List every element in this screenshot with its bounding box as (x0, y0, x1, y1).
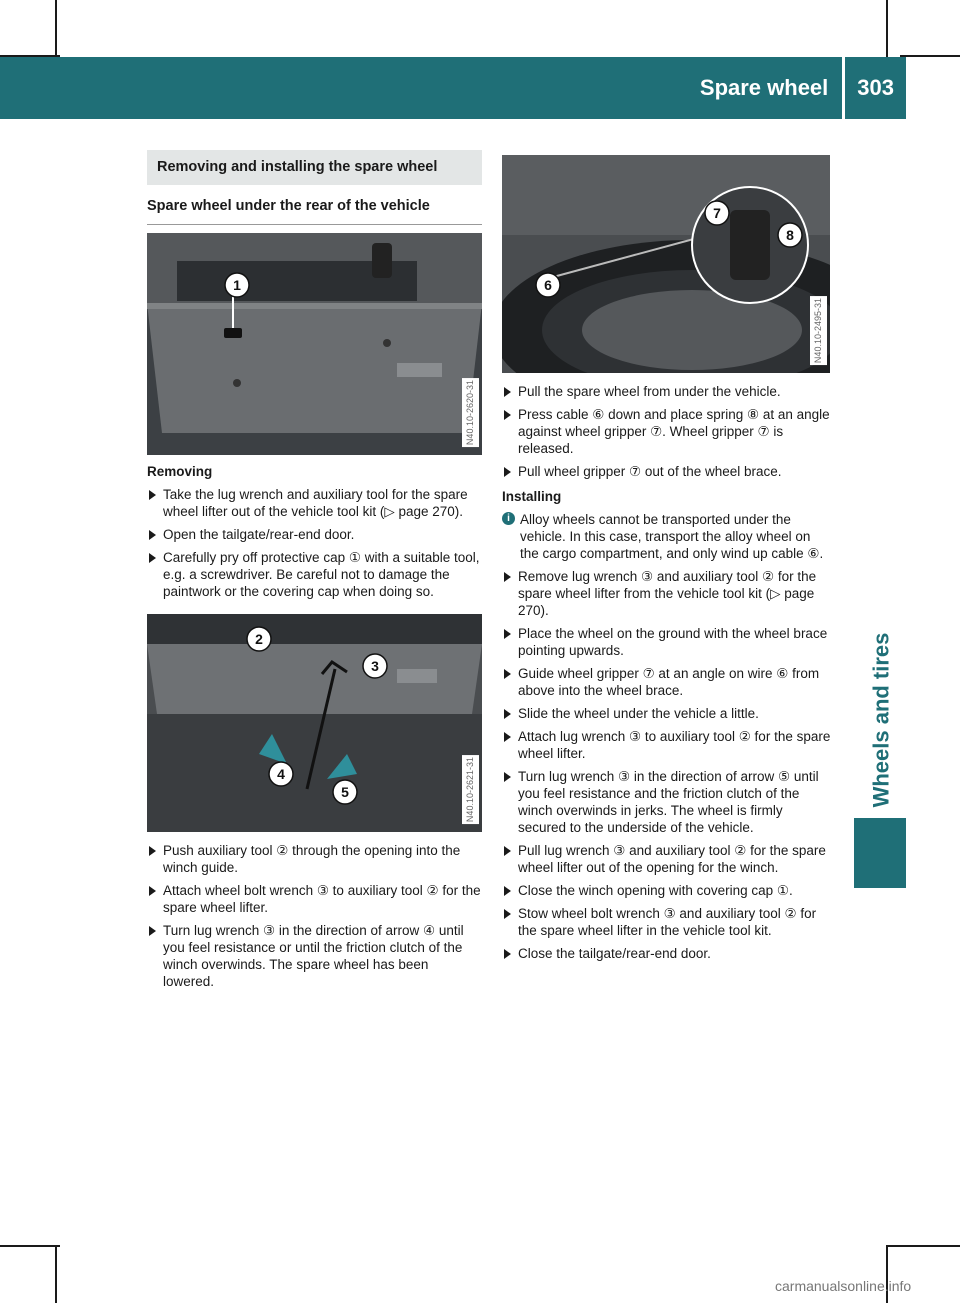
footer-watermark[interactable]: carmanualsonline.info (775, 1278, 912, 1294)
step-item: Stow wheel bolt wrench ③ and auxiliary tool ② for the spare wheel lifter in the vehicle tool kit. (502, 905, 832, 939)
installing-label: Installing (502, 489, 562, 504)
crop-mark (0, 1245, 60, 1247)
rear-bumper-photo (147, 233, 482, 455)
callout-4: 4 (277, 766, 285, 782)
callout-7: 7 (713, 205, 721, 221)
image-code: N40.10-2620-31 (462, 378, 479, 447)
callout-6: 6 (544, 277, 552, 293)
step-item: Attach wheel bolt wrench ③ to auxiliary tool ② for the spare wheel lifter. (147, 882, 482, 916)
step-item: Pull lug wrench ③ and auxiliary tool ② for the spare wheel lifter out of the opening for the winch. (502, 842, 832, 876)
step-item: Push auxiliary tool ② through the opening into the winch guide. (147, 842, 482, 876)
callout-2: 2 (255, 631, 263, 647)
step-item: Carefully pry off protective cap ① with a suitable tool, e.g. a screwdriver. Be careful not to damage the paintwork or the covering cap when doing so. (147, 549, 482, 600)
step-item: Press cable ⑥ down and place spring ⑧ at an angle against wheel gripper ⑦. Wheel gripper ⑦ is released. (502, 406, 832, 457)
side-tab-label: Wheels and tires (868, 632, 893, 808)
step-item: Close the winch opening with covering cap ①. (502, 882, 832, 899)
step-item: Guide wheel gripper ⑦ at an angle on wire ⑥ from above into the wheel brace. (502, 665, 832, 699)
info-note (502, 511, 832, 562)
crop-mark (900, 55, 960, 57)
left-column (147, 150, 482, 996)
callout-5: 5 (341, 784, 349, 800)
page-header (0, 57, 906, 119)
step-item: Pull the spare wheel from under the vehicle. (502, 383, 832, 400)
page-number: 303 (857, 75, 894, 100)
sub-title: Spare wheel under the rear of the vehicle (147, 197, 482, 225)
crop-mark (55, 1245, 57, 1303)
step-item: Close the tailgate/rear-end door. (502, 945, 832, 962)
step-item: Open the tailgate/rear-end door. (147, 526, 482, 543)
callout-1: 1 (233, 277, 241, 293)
callout-3: 3 (371, 658, 379, 674)
info-icon: i (502, 512, 515, 525)
step-item: Pull wheel gripper ⑦ out of the wheel brace. (502, 463, 832, 480)
removing-label: Removing (147, 464, 213, 479)
step-item: Slide the wheel under the vehicle a little. (502, 705, 832, 722)
spare-wheel-photo (502, 155, 830, 373)
crop-mark (55, 0, 57, 62)
crop-mark (886, 1245, 888, 1303)
step-item: Take the lug wrench and auxiliary tool for the spare wheel lifter out of the vehicle tool kit (▷ page 270). (147, 486, 482, 520)
step-item: Remove lug wrench ③ and auxiliary tool ② for the spare wheel lifter from the vehicle tool kit (▷ page 270). (502, 568, 832, 619)
step-item: Turn lug wrench ③ in the direction of arrow ④ until you feel resistance or until the friction clutch of the winch overwinds. The spare wheel has been lowered. (147, 922, 482, 990)
step-item: Attach lug wrench ③ to auxiliary tool ② for the spare wheel lifter. (502, 728, 832, 762)
right-column (502, 155, 832, 968)
header-title: Spare wheel (699, 75, 829, 100)
step-item: Turn lug wrench ③ in the direction of arrow ⑤ until you feel resistance and the friction clutch of the winch overwinds in jerks. The wheel is firmly secured to the underside of the vehicle. (502, 768, 832, 836)
crop-mark (886, 0, 888, 62)
image-code: N40.10-2621-31 (462, 755, 479, 824)
side-tab-marker (854, 818, 906, 888)
info-note-text: Alloy wheels cannot be transported under the vehicle. In this case, transport the alloy wheel on the cargo compartment, and only wind up cable ⑥. (520, 512, 824, 561)
side-tab (836, 600, 926, 840)
image-code: N40.10-2495-31 (810, 296, 827, 365)
callout-8: 8 (786, 227, 794, 243)
section-title: Removing and installing the spare wheel (147, 150, 482, 185)
crop-mark (888, 1245, 960, 1247)
step-item: Place the wheel on the ground with the wheel brace pointing upwards. (502, 625, 832, 659)
winch-tool-photo (147, 614, 482, 832)
